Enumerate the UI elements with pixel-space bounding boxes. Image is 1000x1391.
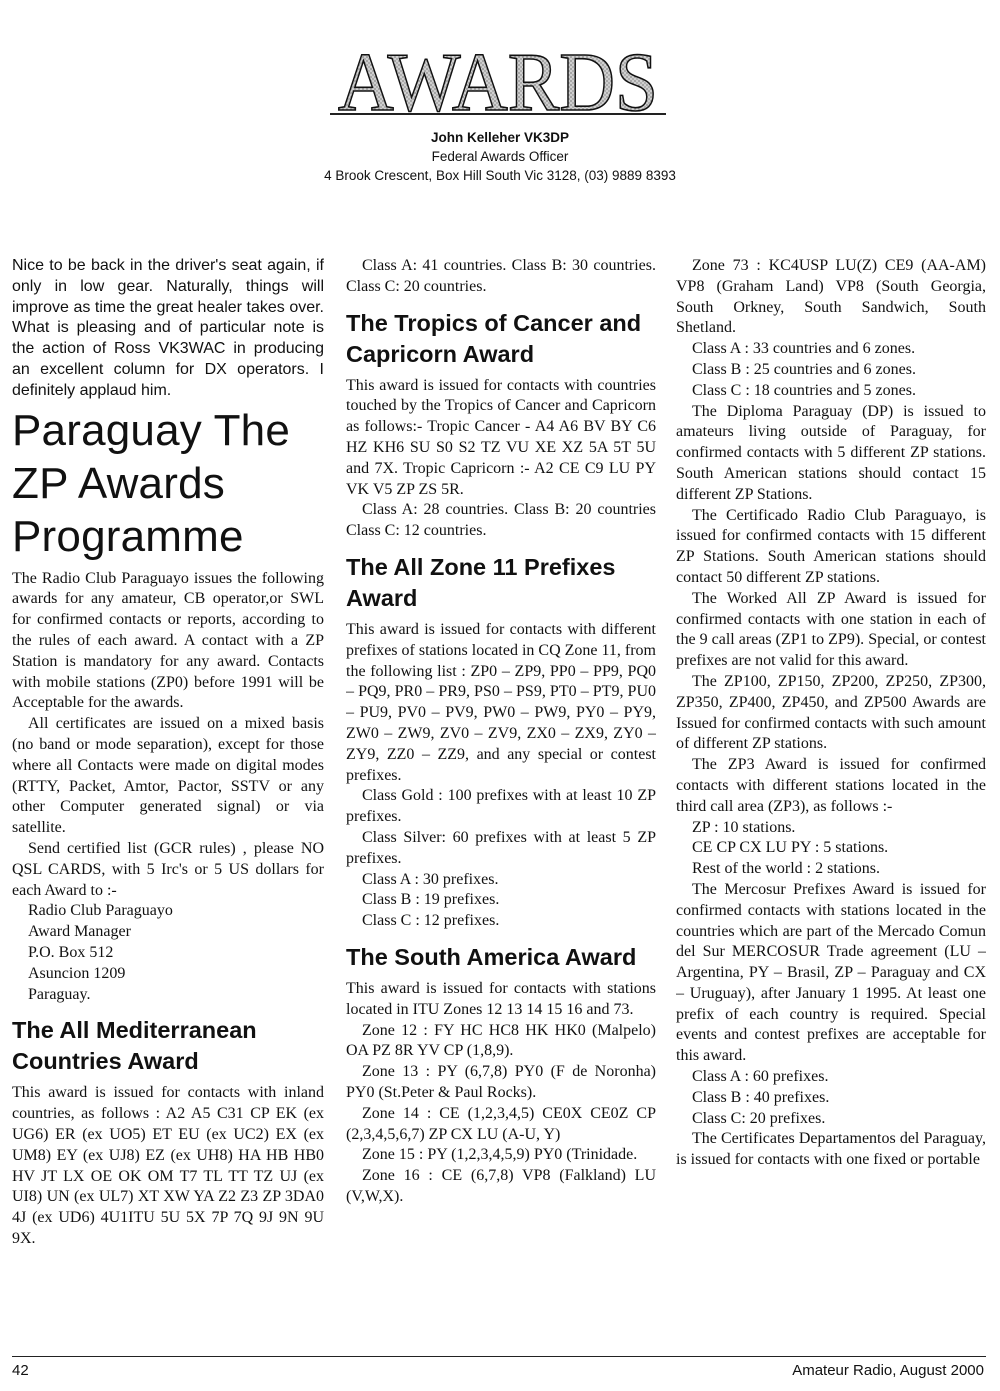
paragraph-worked-all-zp: The Worked All ZP Award is issued for confirmed contacts with one station in each of the 9 call areas (ZP1 to ZP9). Special, or contest prefixes are not valid for this award. (676, 589, 986, 670)
paragraph-departamentos: The Certificates Departamentos del Paraguay, is issued for contacts with one fixed or portable (676, 1130, 986, 1169)
paragraph-mercosur: The Mercosur Prefixes Award is issued for confirmed contacts with stations located in the countries which are part of the Mercado Comun del Sur MERCOSUR Trade agreement (LU – Argentina, PY – Brasil, ZP – Paraguay and CX – Uruguay), after January 1 1995. At least one prefix of each country is required. Special events and contest prefixes are acceptable for this award. (676, 880, 986, 1065)
paragraph-send-list: Send certified list (GCR rules) , please NO QSL CARDS, with 5 Irc's or 5 US dollars for each Award to :- (12, 839, 324, 899)
paragraph-diploma-paraguay: The Diploma Paraguay (DP) is issued to amateurs living outside of Paraguay, for confirmed contacts with 5 different ZP stations. South American stations should contact 15 different ZP Stations. (676, 402, 986, 503)
south-america-class-b: Class B : 25 countries and 6 zones. (692, 360, 916, 378)
mercosur-class-c: Class C: 20 prefixes. (692, 1109, 826, 1127)
south-america-class-c: Class C : 18 countries and 5 zones. (692, 381, 916, 399)
paragraph-zone-12: Zone 12 : FY HC HC8 HK HK0 (Malpelo) OA PZ 8R YV CP (1,8,9). (346, 1021, 656, 1060)
paragraph-zone-15: Zone 15 : PY (1,2,3,4,5,9) PY0 (Trinidade. (362, 1146, 638, 1164)
paragraph-zone-13: Zone 13 : PY (6,7,8) PY0 (F de Noronha) PY0 (St.Peter & Paul Rocks). (346, 1063, 656, 1101)
heading-tropics: The Tropics of Cancer and Capricorn Award (346, 309, 642, 367)
paragraph-certificado: The Certificado Radio Club Paraguayo, is issued for confirmed contacts with 15 different ZP Stations. South American stations should contact 50 different ZP stations. (676, 506, 986, 586)
paragraph-mediterranean: This award is issued for contacts with inland countries, as follows : A2 A5 C31 CP EK (ex UG6) ER (ex UO5) ET EU (ex UC2) EX (ex UM8) EY (ex UJ8) EZ (ex UH8) HA HB HB0 HV JT LX OE OK OM T7 TL TT TZ UJ (ex UI8) UN (ex UL7) XT XW YA Z2 Z3 ZP 3DA0 4J (ex UD6) 4U1ITU 5U 5X 7P 7Q 9J 9N 9U 9X. (12, 1084, 324, 1247)
mercosur-class-b: Class B : 40 prefixes. (692, 1088, 830, 1106)
paragraph-mediterranean-classes: Class A: 41 countries. Class B: 30 countries. Class C: 20 countries. (346, 257, 656, 295)
awards-banner-art (330, 40, 666, 116)
paragraph-zone-11-silver: Class Silver: 60 prefixes with at least 5 ZP prefixes. (346, 828, 656, 867)
column-2 (346, 256, 656, 1338)
paragraph-zp3: The ZP3 Award is issued for confirmed contacts with different stations located in the third call area (ZP3), as follows :- (676, 756, 986, 815)
paragraph-tropics: This award is issued for contacts with countries touched by the Tropics of Cancer and Capricorn as follows:- Tropic Cancer - A4 A6 BV BY C6 HZ KH6 SU S0 S2 TZ VU XE XZ 5A 5T 5U and 7X. Tropic Capricorn :- A2 CE C9 LU PY VK V5 ZP ZS 5R. (346, 376, 656, 498)
zone-11-class-b: Class B : 19 prefixes. (362, 891, 500, 909)
heading-mediterranean: The All Mediterranean Countries Award (12, 1017, 257, 1075)
paragraph-zp100: The ZP100, ZP150, ZP200, ZP250, ZP300, ZP350, ZP400, ZP450, and ZP500 Awards are Issued for confirmed contacts with such amount of different ZP stations. (676, 672, 986, 753)
zp3-requirement-1: ZP : 10 stations. (692, 818, 796, 836)
heading-south-america: The South America Award (346, 943, 637, 970)
main-title: Paraguay The ZP Awards Programme (12, 405, 291, 561)
mercosur-class-a: Class A : 60 prefixes. (692, 1068, 829, 1086)
paragraph-zone-16: Zone 16 : CE (6,7,8) VP8 (Falkland) LU (V,W,X). (346, 1167, 656, 1205)
south-america-class-a: Class A : 33 countries and 6 zones. (692, 340, 916, 358)
address-line-2: Award Manager (28, 923, 131, 941)
paragraph-tropics-classes: Class A: 28 countries. Class B: 20 countries Class C: 12 countries. (346, 501, 656, 540)
banner-title: AWARDS (338, 40, 658, 116)
paragraph-south-america: This award is issued for contacts with stations located in ITU Zones 12 13 14 15 16 and 73. (346, 979, 656, 1018)
paragraph-zone-73: Zone 73 : KC4USP LU(Z) CE9 (AA-AM) VP8 (Graham Land) VP8 (South Georgia, South Orkney, South Sandwich, South Shetland. (676, 257, 986, 337)
author-address: 4 Brook Crescent, Box Hill South Vic 3128, (03) 9889 8393 (324, 168, 676, 183)
heading-zone-11: The All Zone 11 Prefixes Award (346, 553, 616, 611)
author-name: John Kelleher VK3DP (430, 130, 570, 145)
zp3-requirement-2: CE CP CX LU PY : 5 stations. (692, 839, 889, 857)
column-1 (12, 256, 324, 1338)
paragraph-zone-14: Zone 14 : CE (1,2,3,4,5) CE0X CE0Z CP (2,3,4,5,6,7) ZP CX LU (A-U, Y) (346, 1104, 656, 1143)
paragraph-zone-11: This award is issued for contacts with different prefixes of stations located in CQ Zone 11, from the following list : ZP0 – ZP9, PP0 – PP9, PQ0 – PQ9, PR0 – PR9, PS0 – PS9, PT0 – PT9, PU0 – PU9, PV0 – PV9, PW0 – PW9, PY0 – PY9, ZW0 – ZW9, ZV0 – ZV9, ZX0 – ZX9, ZY0 – ZY9, ZZ0 – ZZ9, and any special or contest prefixes. (346, 620, 656, 784)
footer-rule (12, 1356, 986, 1357)
page-number: 42 (12, 1362, 29, 1379)
zone-11-class-a: Class A : 30 prefixes. (362, 870, 499, 888)
address-line-5: Paraguay. (28, 985, 91, 1003)
byline (150, 128, 850, 185)
intro-paragraph: Nice to be back in the driver's seat again, if only in low gear. Naturally, things will improve as time the great healer takes over. What is pleasing and of particular note is the action of Ross VK3WAC in producing an excellent column for DX operators. I definitely applaud him. (12, 257, 324, 399)
publication-credit: Amateur Radio, August 2000 (792, 1362, 984, 1379)
paragraph-zone-11-gold: Class Gold : 100 prefixes with at least 10 ZP prefixes. (346, 787, 656, 826)
author-role: Federal Awards Officer (431, 149, 569, 164)
zp3-requirement-3: Rest of the world : 2 stations. (692, 860, 880, 878)
paragraph-intro: The Radio Club Paraguayo issues the following awards for any amateur, CB operator,or SWL for confirmed contacts or reports, according to the rules of each award. A contact with a ZP Station is mandatory for any award. Contacts with mobile stations (ZP0) before 1991 will be Acceptable for the awards. (12, 569, 324, 712)
zone-11-class-c: Class C : 12 prefixes. (362, 912, 500, 930)
address-line-4: Asuncion 1209 (28, 964, 126, 982)
address-line-1: Radio Club Paraguayo (28, 902, 173, 920)
address-line-3: P.O. Box 512 (28, 943, 114, 961)
paragraph-mixed-basis: All certificates are issued on a mixed basis (no band or mode separation), except for those where all Contacts were made on digital modes (RTTY, Packet, Amtor, Pactor, SSTV or any other Computer generated signal) or via satellite. (12, 715, 324, 837)
column-3 (676, 256, 986, 1338)
awards-banner (330, 40, 666, 116)
